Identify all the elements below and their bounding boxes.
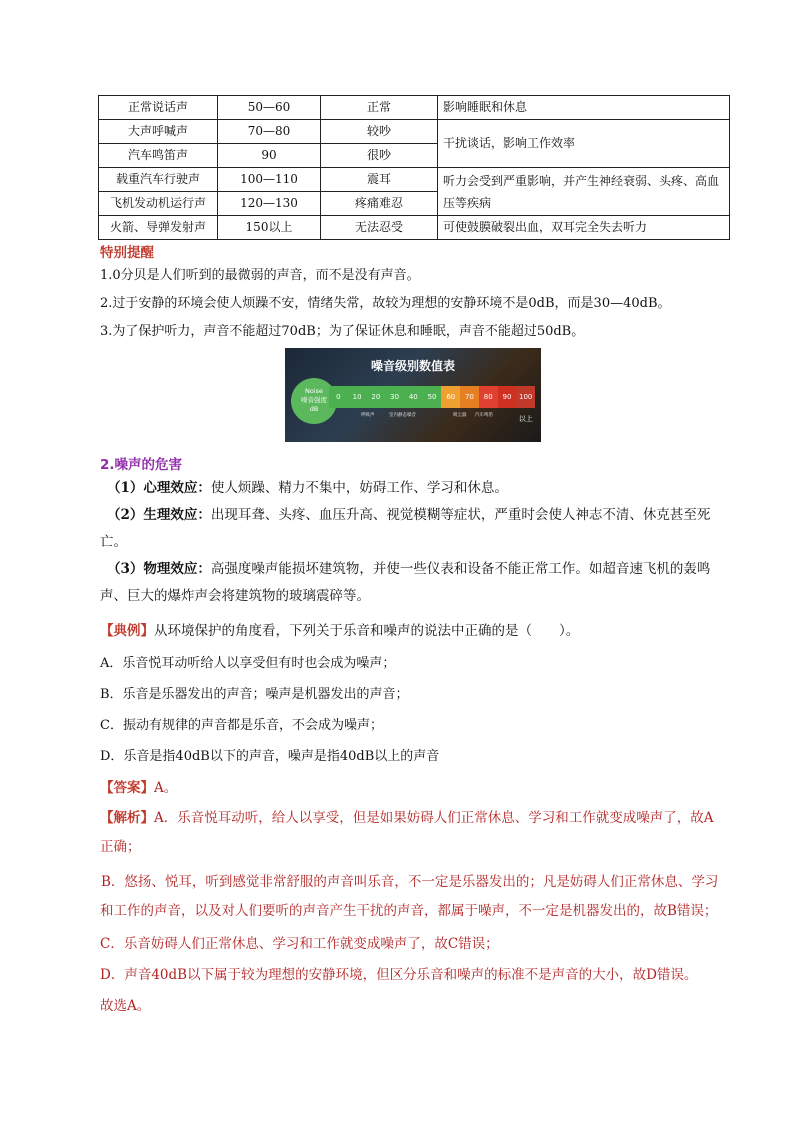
level-segment: 30 — [385, 386, 404, 408]
table-cell: 载重汽车行驶声 — [99, 168, 218, 192]
badge-line: dB — [309, 405, 319, 413]
level-segment: 90 — [498, 386, 517, 408]
table-cell: 正常 — [321, 96, 438, 120]
answer-tag: 【答案】 — [100, 780, 154, 796]
hazard-label: （2）生理效应： — [107, 507, 211, 523]
hazard-text: 高强度噪声能损坏建筑物，并使一些仪表和设备不能正常工作。如超音速飞机的轰鸣声、巨大的爆炸声会将建筑物的玻璃震碎等。 — [100, 561, 711, 604]
reminder-item: 1.0分贝是人们听到的最微弱的声音，而不是没有声音。 — [100, 268, 420, 283]
table-cell: 汽车鸣笛声 — [99, 144, 218, 168]
hazard-text: 出现耳聋、头疼、血压升高、视觉模糊等症状，严重时会使人神志不清、休克甚至死亡。 — [100, 507, 711, 550]
level-segment: 40 — [404, 386, 423, 408]
noise-level-table — [98, 95, 730, 240]
level-segment: 20 — [366, 386, 385, 408]
level-segment: 10 — [348, 386, 367, 408]
table-cell: 影响睡眠和休息 — [438, 96, 730, 120]
answer-text: A。 — [154, 780, 178, 796]
table-cell: 100—110 — [218, 168, 321, 192]
table-cell: 可使鼓膜破裂出血，双耳完全失去听力 — [438, 216, 730, 240]
analysis-item: C．乐音妨碍人们正常休息、学习和工作就变成噪声了，故C错误； — [100, 936, 499, 952]
answer-line — [100, 778, 177, 798]
level-sublabel: 吸尘器 — [453, 413, 467, 418]
noise-image-title: 噪音级别数值表 — [370, 359, 455, 373]
analysis-item: 故选A。 — [100, 998, 151, 1014]
reminder-item: 2.过于安静的环境会使人烦躁不安，情绪失常，故较为理想的安静环境不是0dB，而是30—40dB。 — [100, 296, 671, 311]
table-cell: 听力会受到严重影响，并产生神经衰弱、头疼、高血压等疾病 — [438, 168, 730, 216]
analysis-first — [100, 804, 722, 862]
option-item: C．振动有规律的声音都是乐音，不会成为噪声； — [100, 718, 383, 733]
table-cell: 无法忍受 — [321, 216, 438, 240]
badge-line: 噪音强度 — [301, 396, 327, 404]
table-row — [99, 216, 730, 240]
table-row — [99, 96, 730, 120]
example-question — [100, 621, 579, 641]
badge-line: Noise — [304, 387, 324, 395]
example-tag: 【典例】 — [100, 623, 154, 639]
table-cell: 很吵 — [321, 144, 438, 168]
level-segment: 100以上 — [516, 386, 535, 408]
analysis-item: D．声音40dB以下属于较为理想的安静环境，但区分乐音和噪声的标准不是声音的大小，故D错误。 — [100, 967, 698, 983]
reminder-item: 3.为了保护听力，声音不能超过70dB；为了保证休息和睡眠，声音不能超过50dB。 — [100, 324, 585, 339]
level-segment: 70 — [460, 386, 479, 408]
table-row — [99, 120, 730, 144]
hazard-item — [100, 556, 716, 610]
analysis-text: A．乐音悦耳动听，给人以享受，但是如果妨碍人们正常休息、学习和工作就变成噪声了，故A正确； — [100, 810, 714, 855]
analysis-tag: 【解析】 — [100, 810, 154, 826]
level-segment: 80 — [479, 386, 498, 408]
table-cell: 正常说话声 — [99, 96, 218, 120]
level-sublabel: 室内静态噪音 — [389, 413, 416, 418]
table-cell: 疼痛难忍 — [321, 192, 438, 216]
hazard-label: （3）物理效应： — [107, 561, 211, 577]
level-segment: 50 — [423, 386, 442, 408]
level-segment: 0 — [329, 386, 348, 408]
noise-level-image — [285, 348, 541, 442]
level-sublabel: 呼吸声 — [361, 413, 375, 418]
table-cell: 较吵 — [321, 120, 438, 144]
option-item: D．乐音是指40dB以下的声音，噪声是指40dB以上的声音 — [100, 749, 440, 764]
table-cell: 50—60 — [218, 96, 321, 120]
option-item: A．乐音悦耳动听给人以享受但有时也会成为噪声； — [100, 656, 396, 671]
table-cell: 飞机发动机运行声 — [99, 192, 218, 216]
level-sublabel: 汽车鸣笛 — [475, 413, 493, 418]
table-cell: 火箭、导弹发射声 — [99, 216, 218, 240]
question-text: 从环境保护的角度看，下列关于乐音和噪声的说法中正确的是（ ）。 — [154, 623, 580, 639]
analysis-item: B．悠扬、悦耳，听到感觉非常舒服的声音叫乐音，不一定是乐器发出的；凡是妨碍人们正常休息、学习和工作的声音，以及对人们要听的声音产生干扰的声音，都属于噪声，不一定是机器发出的，故B错误； — [100, 874, 719, 919]
table-cell: 150以上 — [218, 216, 321, 240]
table-cell: 干扰谈话，影响工作效率 — [438, 120, 730, 168]
hazard-label: （1）心理效应： — [107, 480, 211, 496]
hazard-item — [100, 502, 716, 556]
hazards-heading: 2.噪声的危害 — [100, 457, 183, 473]
table-cell: 震耳 — [321, 168, 438, 192]
table-cell: 90 — [218, 144, 321, 168]
table-row — [99, 168, 730, 192]
option-item: B．乐音是乐器发出的声音；噪声是机器发出的声音； — [100, 687, 409, 702]
hazard-text: 使人烦躁、精力不集中，妨碍工作、学习和休息。 — [210, 480, 508, 496]
level-segment: 60 — [441, 386, 460, 408]
table-cell: 70—80 — [218, 120, 321, 144]
reminder-heading: 特别提醒 — [100, 245, 154, 261]
table-cell: 大声呼喊声 — [99, 120, 218, 144]
table-cell: 120—130 — [218, 192, 321, 216]
hazard-item — [100, 475, 716, 502]
